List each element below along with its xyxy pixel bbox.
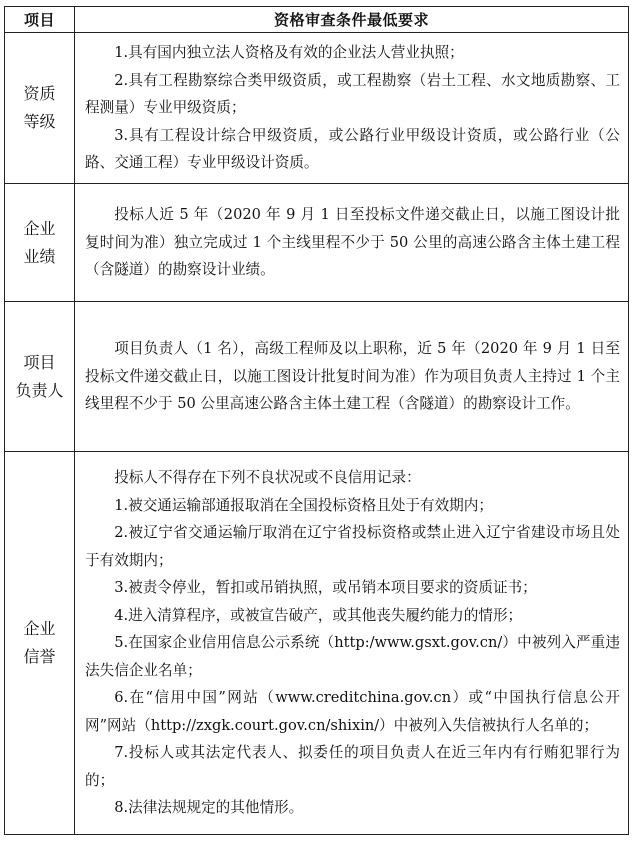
table-row-enterprise-credit [5,452,629,835]
row-label-line: 企业 [23,619,56,638]
header-item: 项目 [5,7,75,33]
requirement-paragraph: 3.具有工程设计综合甲级资质，或公路行业甲级设计资质，或公路行业（公路、交通工程）专业甲级设计资质。 [85,126,620,172]
requirement-paragraph: 2.被辽宁省交通运输厅取消在辽宁省投标资格或禁止进入辽宁省建设市场且处于有效期内； [85,524,620,569]
row-label-line: 企业 [23,218,56,238]
row-content [75,302,629,452]
row-label [5,184,75,302]
requirement-paragraph: 5.在国家企业信用信息公示系统（http:/www.gsxt.gov.cn/）中被列入严重违法失信企业名单； [85,634,620,679]
requirement-paragraph: 投标人近 5 年（2020 年 9 月 1 日至投标文件递交截止日，以施工图设计批复时间为准）独立完成过 1 个主线里程不少于 50 公里的高速公路含主体土建工程（含隧道）的勘察设计业绩。 [85,206,620,279]
requirement-paragraph: 2.具有工程勘察综合类甲级资质，或工程勘察（岩土工程、水文地质勘察、工程测量）专业甲级资质； [85,71,620,117]
requirement-paragraph: 投标人不得存在下列不良状况或不良信用记录： [114,469,421,487]
row-label [5,302,75,452]
row-label-line: 等级 [23,112,56,131]
row-label-line: 负责人 [15,380,64,400]
row-content [75,33,629,184]
row-content [75,452,629,835]
requirement-paragraph: 1.具有国内独立法人资格及有效的企业法人营业执照； [114,44,464,62]
row-label [5,33,75,184]
requirement-paragraph: 3.被责令停业，暂扣或吊销执照，或吊销本项目要求的资质证书； [114,579,537,597]
row-label [5,452,75,835]
qualification-requirements-table [4,6,629,835]
requirement-paragraph: 1.被交通运输部通报取消在全国投标资格且处于有效期内； [114,496,493,514]
row-label-line: 业绩 [23,246,56,266]
table-row-project-leader [5,302,629,452]
row-label-line: 资质 [23,84,56,103]
requirement-paragraph: 4.进入清算程序，或被宣告破产，或其他丧失履约能力的情形； [114,606,523,624]
row-label-line: 项目 [23,352,56,372]
requirement-paragraph: 8.法律法规规定的其他情形。 [114,799,304,817]
requirement-paragraph: 7.投标人或其法定代表人、拟委任的项目负责人在近三年内有行贿犯罪行为的； [85,744,620,789]
requirement-paragraph: 项目负责人（1 名），高级工程师及以上职称，近 5 年（2020 年 9 月 1 日至投标文件递交截止日，以施工图设计批复时间为准）作为项目负责人主持过 1 个主线里程不少于 50 公里高速公路含主体土建工程（含隧道）的勘察设计工作。 [85,340,620,413]
row-label-line: 信誉 [23,647,56,666]
header-requirement: 资格审查条件最低要求 [75,7,629,33]
table-row-qualification-level [5,33,629,184]
table-row-enterprise-performance [5,184,629,302]
row-content [75,184,629,302]
table-header-row [5,7,629,33]
requirement-paragraph: 6.在“信用中国”网站（www.creditchina.gov.cn）或“中国执行信息公开网”网站（http://zxgk.court.gov.cn/shixin/）中被列入失信被执行人名单的； [85,689,620,734]
